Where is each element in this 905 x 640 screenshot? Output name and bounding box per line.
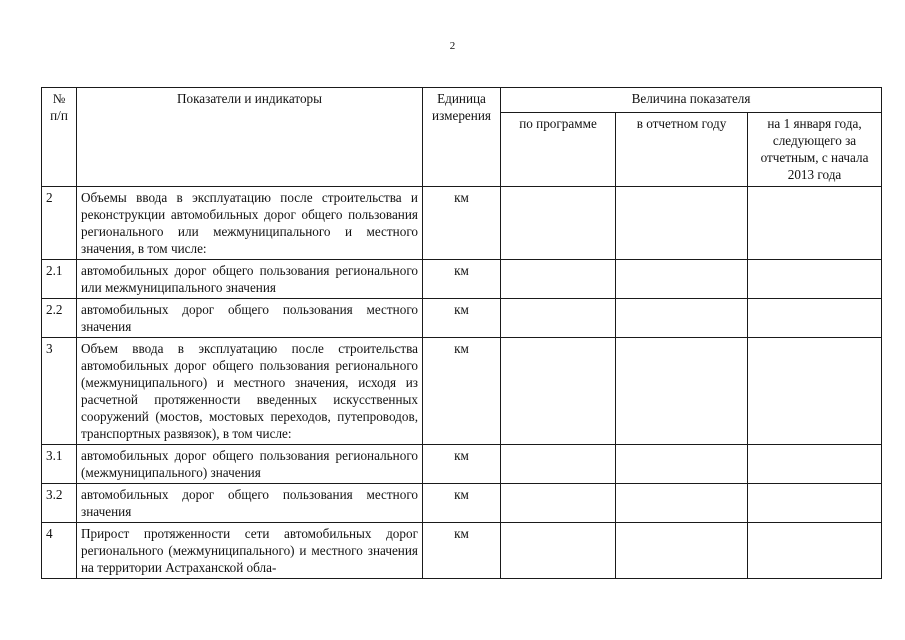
table-row (42, 445, 882, 484)
row-unit: км (423, 187, 501, 260)
row-number: 2 (42, 187, 77, 260)
row-year-value (616, 299, 748, 338)
row-year-value (616, 484, 748, 523)
row-indicator: Объем ввода в эксплуатацию после строительства автомобильных дорог общего пользования регионального (межмуниципального) и местного значения, исходя из расчетной протяженности введенных искусственных сооружений (мостов, мостовых переходов, путепроводов, транспортных развязок), в том числе: (77, 338, 423, 445)
row-program-value (501, 338, 616, 445)
row-jan1-value (748, 187, 882, 260)
row-unit: км (423, 523, 501, 579)
row-unit: км (423, 299, 501, 338)
table-row (42, 338, 882, 445)
row-number: 3.2 (42, 484, 77, 523)
row-program-value (501, 484, 616, 523)
row-year-value (616, 187, 748, 260)
row-unit: км (423, 338, 501, 445)
page-number: 2 (449, 40, 456, 52)
table-row (42, 187, 882, 260)
table-row (42, 484, 882, 523)
row-jan1-value (748, 523, 882, 579)
row-number: 4 (42, 523, 77, 579)
table-row (42, 260, 882, 299)
row-number: 3.1 (42, 445, 77, 484)
row-program-value (501, 445, 616, 484)
row-indicator: Объемы ввода в эксплуатацию после строительства и реконструкции автомобильных дорог общего пользования регионального или межмуниципального и местного значения, в том числе: (77, 187, 423, 260)
row-program-value (501, 260, 616, 299)
header-reporting-year: в отчетном году (616, 113, 748, 187)
row-jan1-value (748, 445, 882, 484)
row-indicator: автомобильных дорог общего пользования регионального или межмуниципального значения (77, 260, 423, 299)
row-indicator: Прирост протяженности сети автомобильных дорог регионального (межмуниципального) и местного значения на территории Астраханской обла- (77, 523, 423, 579)
table-row (42, 299, 882, 338)
header-unit: Единица измерения (423, 88, 501, 187)
row-number: 2.2 (42, 299, 77, 338)
row-unit: км (423, 484, 501, 523)
row-year-value (616, 523, 748, 579)
row-program-value (501, 523, 616, 579)
row-indicator: автомобильных дорог общего пользования местного значения (77, 299, 423, 338)
header-num: № п/п (42, 88, 77, 187)
header-indicators: Показатели и индикаторы (77, 88, 423, 187)
row-jan1-value (748, 299, 882, 338)
row-indicator: автомобильных дорог общего пользования регионального (межмуниципального) значения (77, 445, 423, 484)
row-number: 3 (42, 338, 77, 445)
header-jan1: на 1 января года, следующего за отчетным, с начала 2013 года (748, 113, 882, 187)
table-row (42, 523, 882, 579)
indicators-table (41, 87, 882, 579)
row-year-value (616, 338, 748, 445)
header-value-group: Величина показателя (501, 88, 882, 113)
row-indicator: автомобильных дорог общего пользования местного значения (77, 484, 423, 523)
row-year-value (616, 260, 748, 299)
row-jan1-value (748, 338, 882, 445)
row-program-value (501, 299, 616, 338)
row-jan1-value (748, 260, 882, 299)
header-by-program: по программе (501, 113, 616, 187)
row-year-value (616, 445, 748, 484)
row-jan1-value (748, 484, 882, 523)
row-unit: км (423, 260, 501, 299)
row-number: 2.1 (42, 260, 77, 299)
row-unit: км (423, 445, 501, 484)
row-program-value (501, 187, 616, 260)
